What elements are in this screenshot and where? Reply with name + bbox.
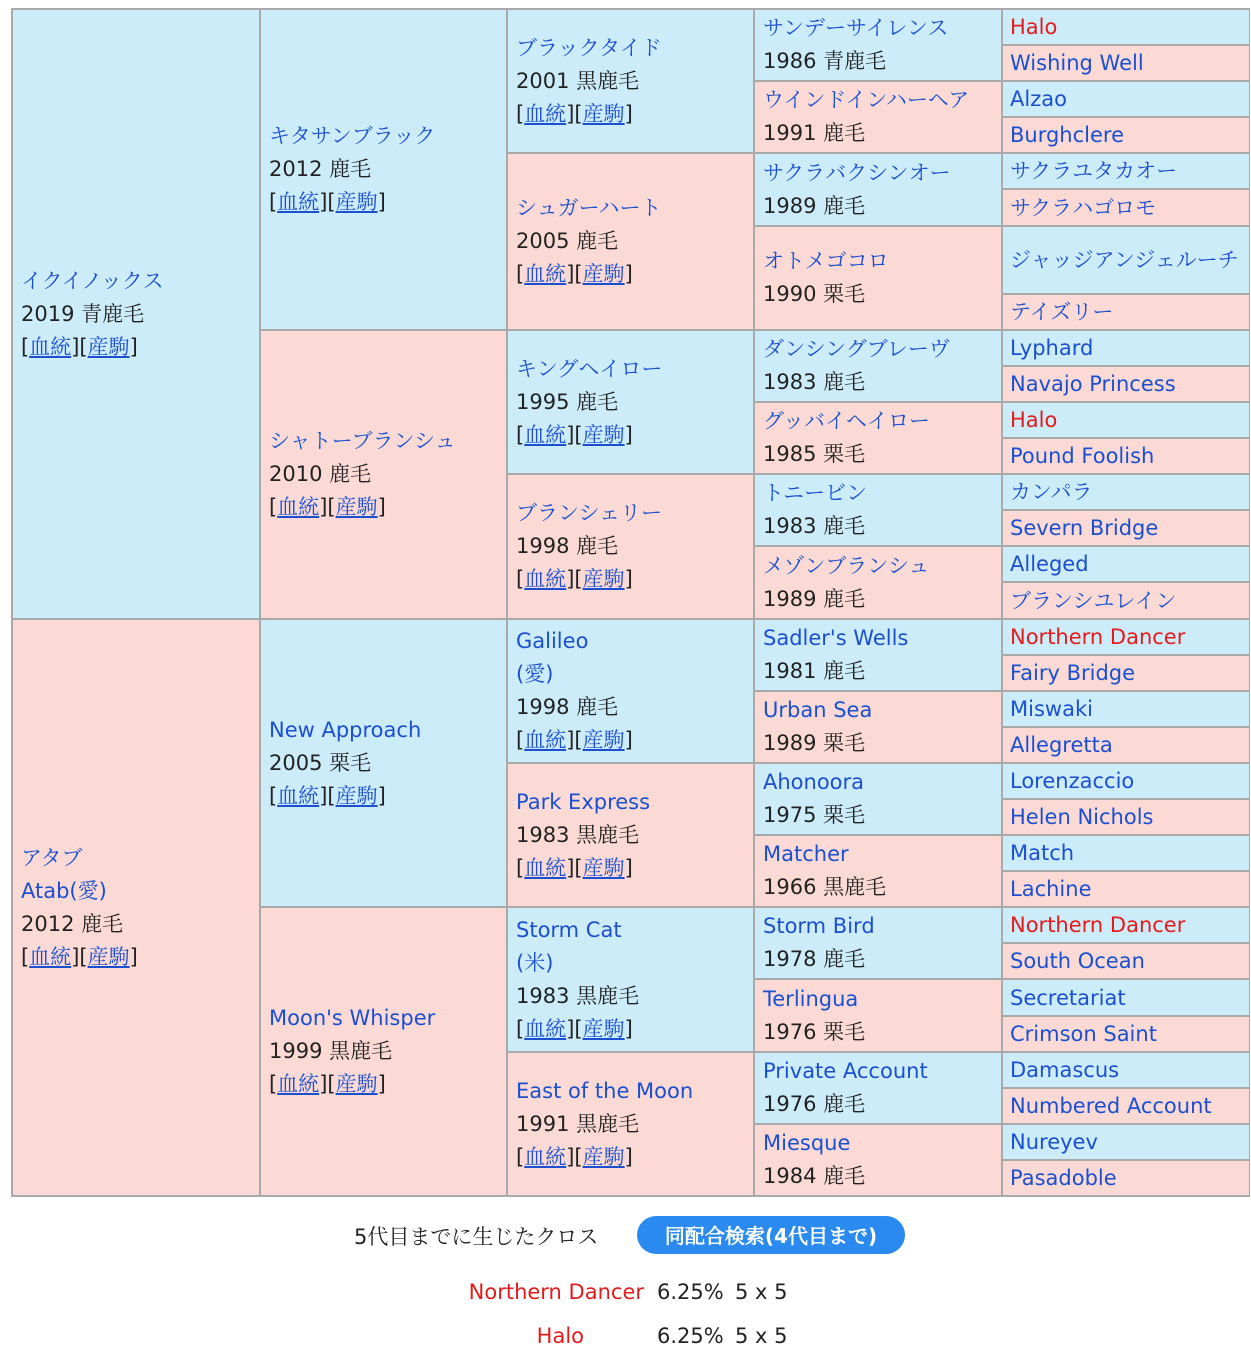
cross-generation: 5 x 5 <box>735 1280 788 1304</box>
pedigree-cell-gen5 <box>1002 510 1250 546</box>
horse-info: 2005 栗毛 <box>269 750 372 775</box>
pedigree-cell-gen2 <box>260 330 507 619</box>
horse-info: 1981 鹿毛 <box>763 659 866 683</box>
horse-name[interactable]: Storm Cat (米) <box>516 917 622 975</box>
horse-name[interactable]: Halo <box>1010 15 1058 39</box>
horse-info: 1978 鹿毛 <box>763 947 866 971</box>
horse-name[interactable]: Wishing Well <box>1010 51 1144 75</box>
horse-name[interactable]: Match <box>1010 841 1075 865</box>
horse-links: [血統][産駒] <box>516 855 633 880</box>
horse-info: 1989 栗毛 <box>763 731 866 755</box>
pedigree-cell-gen5 <box>1002 438 1250 474</box>
offspring-link[interactable]: 産駒 <box>582 1144 625 1169</box>
pedigree-cell-gen3 <box>507 474 754 619</box>
pedigree-cell-gen3 <box>507 619 754 763</box>
pedigree-cell-gen5 <box>1002 153 1250 189</box>
horse-name[interactable]: Fairy Bridge <box>1010 661 1136 685</box>
horse-info: 1990 栗毛 <box>763 282 866 306</box>
pedigree-cell-gen5 <box>1002 943 1250 979</box>
pedigree-cell-gen5 <box>1002 226 1250 294</box>
horse-name[interactable]: Northern Dancer <box>1010 913 1186 937</box>
horse-name[interactable]: East of the Moon <box>516 1078 694 1103</box>
horse-name[interactable]: Private Account <box>763 1059 928 1083</box>
horse-links: [血統][産駒] <box>516 1016 633 1041</box>
horse-info: 1975 栗毛 <box>763 803 866 827</box>
horse-name[interactable]: Burghclere <box>1010 123 1125 147</box>
horse-name[interactable]: Pound Foolish <box>1010 444 1155 468</box>
horse-name[interactable]: ブランシェリー <box>516 501 663 525</box>
pedigree-cell-gen4 <box>754 81 1002 153</box>
horse-name[interactable]: キングヘイロー <box>516 356 663 381</box>
pedigree-cell-gen5 <box>1002 907 1250 943</box>
horse-info: 1991 黒鹿毛 <box>516 1111 640 1136</box>
cross-label: 5代目までに生じたクロス <box>354 1225 599 1249</box>
pedigree-cell-gen5 <box>1002 294 1250 330</box>
horse-links: [血統][産駒] <box>269 1072 386 1096</box>
pedigree-cell-gen5 <box>1002 1160 1250 1196</box>
horse-name[interactable]: Crimson Saint <box>1010 1022 1157 1046</box>
horse-name[interactable]: Miswaki <box>1010 697 1093 721</box>
horse-name[interactable]: カンパラ <box>1010 480 1093 504</box>
pedigree-cell-gen5 <box>1002 546 1250 582</box>
offspring-link[interactable]: 産駒 <box>582 262 625 286</box>
pedigree-cell-gen4 <box>754 546 1002 619</box>
horse-links: [血統][産駒] <box>516 1144 633 1169</box>
cross-row <box>0 1324 1251 1356</box>
horse-links: [血統][産駒] <box>516 101 633 126</box>
pedigree-cell-gen5 <box>1002 655 1250 691</box>
cross-horse-name[interactable]: Northern Dancer <box>468 1280 644 1304</box>
pedigree-cell-gen5 <box>1002 1052 1250 1088</box>
offspring-link[interactable]: 産駒 <box>335 783 378 808</box>
same-breeding-search-button[interactable]: 同配合検索(4代目まで) <box>637 1216 905 1254</box>
horse-name[interactable]: Storm Bird <box>763 914 875 938</box>
horse-name[interactable]: ウインドインハーヘア <box>763 88 970 112</box>
bloodline-link[interactable]: 血統 <box>524 1144 567 1169</box>
horse-links: [血統][産駒] <box>21 334 138 359</box>
pedigree-cell-gen4 <box>754 474 1002 546</box>
pedigree-cell-gen4 <box>754 1124 1002 1196</box>
offspring-link[interactable]: 産駒 <box>87 334 130 359</box>
pedigree-cell-gen3 <box>507 330 754 474</box>
bloodline-link[interactable]: 血統 <box>524 422 567 447</box>
horse-name[interactable]: Severn Bridge <box>1010 516 1159 540</box>
horse-name[interactable]: テイズリー <box>1010 300 1114 324</box>
horse-name[interactable]: Navajo Princess <box>1010 372 1176 396</box>
horse-name[interactable]: Urban Sea <box>763 698 873 722</box>
horse-name[interactable]: Halo <box>1010 408 1058 432</box>
pedigree-cell-gen5 <box>1002 402 1250 438</box>
pedigree-cell-gen5 <box>1002 691 1250 727</box>
horse-name[interactable]: サクラハゴロモ <box>1010 195 1157 220</box>
offspring-link[interactable]: 産駒 <box>582 422 625 447</box>
horse-links: [血統][産駒] <box>516 422 633 447</box>
horse-info: 1989 鹿毛 <box>763 586 866 611</box>
pedigree-table <box>11 8 1250 1197</box>
offspring-link[interactable]: 産駒 <box>335 495 378 519</box>
pedigree-cell-gen3 <box>507 907 754 1052</box>
pedigree-cell-gen4 <box>754 402 1002 474</box>
horse-info: 1976 栗毛 <box>763 1019 866 1044</box>
horse-name[interactable]: グッバイヘイロー <box>763 409 930 433</box>
horse-info: 1966 黒鹿毛 <box>763 875 887 899</box>
horse-name[interactable]: シャトーブランシュ <box>269 429 456 453</box>
pedigree-cell-gen4 <box>754 1052 1002 1124</box>
pedigree-cell-gen5 <box>1002 366 1250 402</box>
pedigree-cell-gen4 <box>754 226 1002 330</box>
horse-name[interactable]: ダンシングブレーヴ <box>763 337 950 361</box>
offspring-link[interactable]: 産駒 <box>335 1072 378 1096</box>
offspring-link[interactable]: 産駒 <box>582 728 625 752</box>
horse-name[interactable]: Terlingua <box>763 986 859 1011</box>
horse-info: 1983 鹿毛 <box>763 514 866 538</box>
horse-name[interactable]: Northern Dancer <box>1010 625 1186 649</box>
pedigree-cell-gen5 <box>1002 9 1250 45</box>
pedigree-cell-gen5 <box>1002 45 1250 81</box>
horse-name[interactable]: Park Express <box>516 789 651 814</box>
horse-name[interactable]: サンデーサイレンス <box>763 16 949 40</box>
horse-name[interactable]: トニービン <box>763 481 868 505</box>
pedigree-cell-gen4 <box>754 330 1002 402</box>
horse-info: 1999 黒鹿毛 <box>269 1039 393 1063</box>
pedigree-cell-gen5 <box>1002 582 1250 619</box>
cross-generation: 5 x 5 <box>735 1324 788 1348</box>
bloodline-link[interactable]: 血統 <box>524 101 567 126</box>
pedigree-cell-gen5 <box>1002 1088 1250 1124</box>
horse-info: 1998 鹿毛 <box>516 695 619 719</box>
pedigree-cell-gen3 <box>507 763 754 907</box>
horse-name[interactable]: ブランシユレイン <box>1010 588 1177 613</box>
pedigree-cell-gen3 <box>507 153 754 330</box>
pedigree-cell-gen5 <box>1002 474 1250 510</box>
bloodline-link[interactable]: 血統 <box>277 495 320 519</box>
pedigree-cell-gen4 <box>754 835 1002 907</box>
horse-info: 1986 青鹿毛 <box>763 49 887 73</box>
horse-name[interactable]: Damascus <box>1010 1058 1120 1082</box>
horse-name[interactable]: Ahonoora <box>763 770 865 794</box>
cross-row <box>0 1280 1251 1312</box>
horse-links: [血統][産駒] <box>516 728 633 752</box>
horse-info: 1991 鹿毛 <box>763 121 866 145</box>
offspring-link[interactable]: 産駒 <box>582 101 625 126</box>
pedigree-cell-gen2 <box>260 9 507 330</box>
bloodline-link[interactable]: 血統 <box>277 783 320 808</box>
horse-name[interactable]: Miesque <box>763 1131 851 1155</box>
pedigree-cell-gen2 <box>260 619 507 907</box>
horse-info: 2001 黒鹿毛 <box>516 68 640 93</box>
horse-name[interactable]: サクラバクシンオー <box>763 160 951 185</box>
cross-percent: 6.25% <box>657 1324 724 1348</box>
pedigree-cell-gen5 <box>1002 763 1250 799</box>
horse-info: 2010 鹿毛 <box>269 462 372 486</box>
bloodline-link[interactable]: 血統 <box>29 334 72 359</box>
horse-name[interactable]: Matcher <box>763 842 849 866</box>
horse-name[interactable]: メゾンブランシュ <box>763 553 930 578</box>
horse-links: [血統][産駒] <box>269 190 386 214</box>
horse-name[interactable]: Numbered Account <box>1010 1094 1212 1118</box>
pedigree-cell-gen1 <box>12 9 260 619</box>
pedigree-cell-gen5 <box>1002 189 1250 226</box>
horse-info: 1984 鹿毛 <box>763 1164 866 1188</box>
horse-name[interactable]: ブラックタイド <box>516 35 662 60</box>
horse-name[interactable]: サクラユタカオー <box>1010 159 1178 183</box>
pedigree-cell-gen1 <box>12 619 260 1196</box>
horse-name[interactable]: New Approach <box>269 717 422 742</box>
horse-name[interactable]: アタブ Atab(愛) <box>21 845 107 903</box>
horse-info: 1983 黒鹿毛 <box>516 983 640 1008</box>
pedigree-cell-gen4 <box>754 907 1002 979</box>
pedigree-cell-gen3 <box>507 1052 754 1196</box>
pedigree-cell-gen4 <box>754 979 1002 1052</box>
cross-percent: 6.25% <box>657 1280 724 1304</box>
offspring-link[interactable]: 産駒 <box>335 190 378 214</box>
cross-section-header <box>0 1216 1251 1256</box>
horse-name[interactable]: Allegretta <box>1010 733 1113 757</box>
pedigree-cell-gen5 <box>1002 979 1250 1016</box>
pedigree-cell-gen4 <box>754 619 1002 691</box>
bloodline-link[interactable]: 血統 <box>29 944 72 969</box>
pedigree-cell-gen5 <box>1002 330 1250 366</box>
bloodline-link[interactable]: 血統 <box>524 262 567 286</box>
horse-name[interactable]: Lorenzaccio <box>1010 769 1135 793</box>
horse-name[interactable]: Alzao <box>1010 87 1067 111</box>
bloodline-link[interactable]: 血統 <box>524 567 567 591</box>
pedigree-cell-gen4 <box>754 9 1002 81</box>
horse-name[interactable]: Nureyev <box>1010 1130 1098 1154</box>
horse-info: 1985 栗毛 <box>763 442 866 466</box>
bloodline-link[interactable]: 血統 <box>524 1016 567 1041</box>
pedigree-cell-gen5 <box>1002 619 1250 655</box>
pedigree-cell-gen2 <box>260 907 507 1196</box>
horse-name[interactable]: Helen Nichols <box>1010 805 1154 829</box>
pedigree-cell-gen5 <box>1002 1124 1250 1160</box>
horse-name[interactable]: Moon's Whisper <box>269 1006 436 1030</box>
horse-name[interactable]: イクイノックス <box>21 268 164 293</box>
horse-links: [血統][産駒] <box>516 262 633 286</box>
horse-links: [血統][産駒] <box>269 495 386 519</box>
pedigree-cell-gen5 <box>1002 81 1250 117</box>
bloodline-link[interactable]: 血統 <box>277 190 320 214</box>
pedigree-cell-gen4 <box>754 691 1002 763</box>
pedigree-cell-gen3 <box>507 9 754 153</box>
horse-info: 1983 鹿毛 <box>763 370 866 394</box>
horse-info: 1983 黒鹿毛 <box>516 822 640 847</box>
horse-links: [血統][産駒] <box>516 567 633 591</box>
pedigree-cell-gen5 <box>1002 799 1250 835</box>
horse-links: [血統][産駒] <box>269 783 386 808</box>
horse-name[interactable]: Sadler's Wells <box>763 626 909 650</box>
horse-info: 1989 鹿毛 <box>763 193 866 218</box>
horse-name[interactable]: Secretariat <box>1010 985 1126 1010</box>
horse-name[interactable]: Galileo (愛) <box>516 629 589 686</box>
horse-name[interactable]: Lachine <box>1010 877 1092 901</box>
horse-name[interactable]: Alleged <box>1010 552 1089 576</box>
horse-name[interactable]: Lyphard <box>1010 336 1094 360</box>
bloodline-link[interactable]: 血統 <box>277 1072 320 1096</box>
horse-name[interactable]: シュガーハート <box>516 196 662 220</box>
horse-info: 1995 鹿毛 <box>516 389 619 414</box>
horse-links: [血統][産駒] <box>21 944 138 969</box>
horse-info: 2012 鹿毛 <box>269 157 372 181</box>
horse-info: 2019 青鹿毛 <box>21 301 145 326</box>
bloodline-link[interactable]: 血統 <box>524 855 567 880</box>
offspring-link[interactable]: 産駒 <box>582 567 625 591</box>
pedigree-cell-gen5 <box>1002 1016 1250 1052</box>
offspring-link[interactable]: 産駒 <box>87 944 130 969</box>
cross-horse-name[interactable]: Halo <box>536 1324 584 1348</box>
offspring-link[interactable]: 産駒 <box>582 1016 625 1041</box>
pedigree-cell-gen5 <box>1002 727 1250 763</box>
horse-name[interactable]: キタサンブラック <box>269 124 436 148</box>
pedigree-cell-gen5 <box>1002 835 1250 871</box>
horse-name[interactable]: South Ocean <box>1010 949 1145 973</box>
pedigree-cell-gen4 <box>754 153 1002 226</box>
horse-name[interactable]: Pasadoble <box>1010 1166 1117 1190</box>
horse-name[interactable]: ジャッジアンジェルーチ <box>1010 248 1239 272</box>
offspring-link[interactable]: 産駒 <box>582 855 625 880</box>
bloodline-link[interactable]: 血統 <box>524 728 567 752</box>
horse-info: 1976 鹿毛 <box>763 1092 866 1116</box>
pedigree-cell-gen5 <box>1002 117 1250 153</box>
horse-info: 1998 鹿毛 <box>516 534 619 558</box>
horse-info: 2012 鹿毛 <box>21 911 124 936</box>
horse-name[interactable]: オトメゴコロ <box>763 249 889 273</box>
pedigree-cell-gen4 <box>754 763 1002 835</box>
horse-info: 2005 鹿毛 <box>516 229 619 253</box>
pedigree-cell-gen5 <box>1002 871 1250 907</box>
